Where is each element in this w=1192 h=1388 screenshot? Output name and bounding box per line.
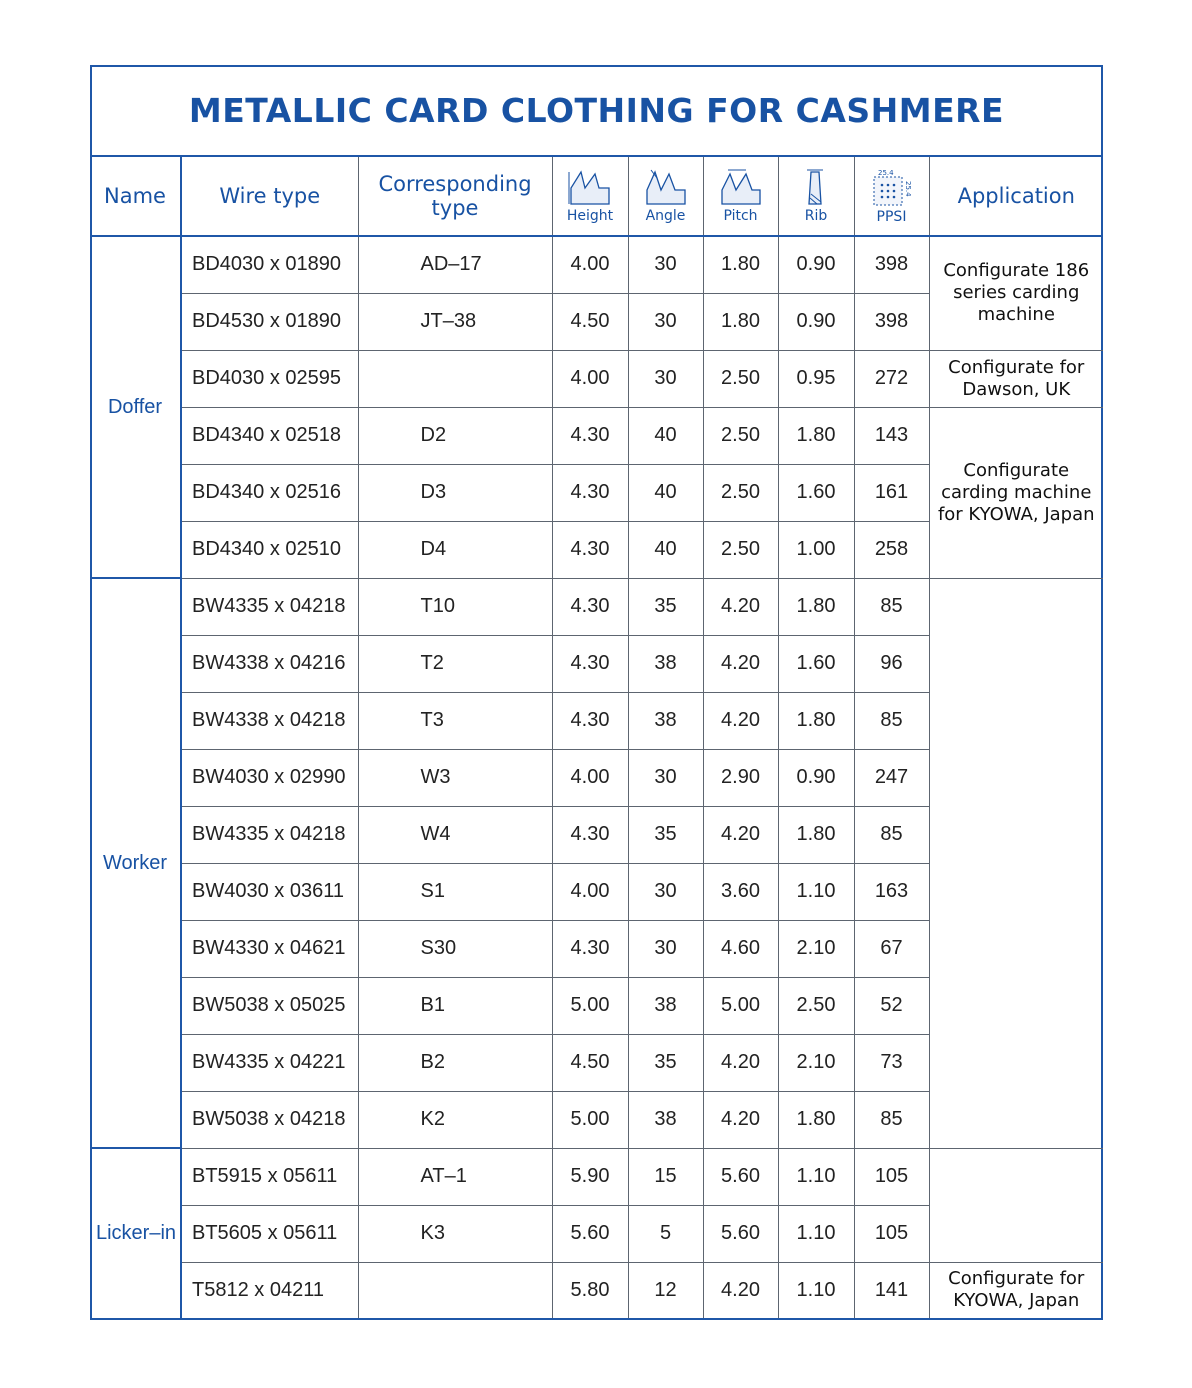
table-row	[90, 236, 1103, 293]
corresponding-type-cell: K3	[358, 1205, 552, 1262]
wire-type-cell: BD4340 x 02518	[181, 407, 358, 464]
rib-cell: 2.10	[778, 1034, 854, 1091]
group-licker-in: Licker–in	[90, 1148, 181, 1319]
rib-cell: 1.10	[778, 1262, 854, 1319]
wire-type-cell: BT5915 x 05611	[181, 1148, 358, 1205]
wire-type-cell: BW4330 x 04621	[181, 920, 358, 977]
corresponding-type-cell: AT–1	[358, 1148, 552, 1205]
angle-cell: 38	[628, 977, 703, 1034]
ppsi-cell: 272	[854, 350, 929, 407]
rib-cell: 1.80	[778, 692, 854, 749]
header-pitch-label: Pitch	[723, 208, 758, 224]
pitch-cell: 4.20	[703, 578, 778, 635]
header-wire-type: Wire type	[181, 156, 358, 236]
ppsi-cell: 143	[854, 407, 929, 464]
wire-type-cell: BD4030 x 02595	[181, 350, 358, 407]
ppsi-cell: 85	[854, 692, 929, 749]
angle-cell: 35	[628, 1034, 703, 1091]
tooth-height-icon	[567, 168, 613, 206]
angle-cell: 30	[628, 749, 703, 806]
pitch-cell: 2.50	[703, 521, 778, 578]
application-cell-empty	[929, 578, 1103, 1148]
corresponding-type-cell: W4	[358, 806, 552, 863]
header-ppsi	[854, 156, 929, 236]
wire-type-cell: BD4530 x 01890	[181, 293, 358, 350]
height-cell: 4.00	[552, 350, 628, 407]
wire-type-cell: T5812 x 04211	[181, 1262, 358, 1319]
pitch-cell: 4.60	[703, 920, 778, 977]
pitch-cell: 5.00	[703, 977, 778, 1034]
table-row	[90, 350, 1103, 407]
header-application: Application	[929, 156, 1103, 236]
ppsi-cell: 105	[854, 1148, 929, 1205]
table-row	[90, 578, 1103, 635]
wire-type-cell: BW5038 x 05025	[181, 977, 358, 1034]
wire-type-cell: BT5605 x 05611	[181, 1205, 358, 1262]
header-corresponding-type: Corresponding type	[358, 156, 552, 236]
pitch-cell: 1.80	[703, 293, 778, 350]
ppsi-cell: 398	[854, 293, 929, 350]
corresponding-type-cell: K2	[358, 1091, 552, 1148]
height-cell: 4.30	[552, 692, 628, 749]
height-cell: 5.60	[552, 1205, 628, 1262]
rib-cell: 1.80	[778, 578, 854, 635]
table-row	[90, 1148, 1103, 1205]
height-cell: 5.00	[552, 977, 628, 1034]
ppsi-cell: 105	[854, 1205, 929, 1262]
rib-cell: 2.50	[778, 977, 854, 1034]
ppsi-cell: 85	[854, 1091, 929, 1148]
header-rib	[778, 156, 854, 236]
ppsi-cell: 73	[854, 1034, 929, 1091]
rib-cell: 0.90	[778, 236, 854, 293]
rib-cell: 1.10	[778, 1205, 854, 1262]
application-cell: Configurate 186 series carding machine	[929, 236, 1103, 350]
height-cell: 4.30	[552, 806, 628, 863]
ppsi-cell: 141	[854, 1262, 929, 1319]
ppsi-cell: 52	[854, 977, 929, 1034]
rib-cell: 0.90	[778, 749, 854, 806]
pitch-cell: 3.60	[703, 863, 778, 920]
corresponding-type-cell: S30	[358, 920, 552, 977]
height-cell: 4.30	[552, 578, 628, 635]
pitch-cell: 4.20	[703, 1034, 778, 1091]
wire-type-cell: BW4030 x 03611	[181, 863, 358, 920]
pitch-cell: 4.20	[703, 1262, 778, 1319]
table-row	[90, 407, 1103, 464]
corresponding-type-cell: JT–38	[358, 293, 552, 350]
rib-cell: 0.90	[778, 293, 854, 350]
angle-cell: 12	[628, 1262, 703, 1319]
ppsi-cell: 247	[854, 749, 929, 806]
corresponding-type-cell	[358, 350, 552, 407]
ppsi-cell: 67	[854, 920, 929, 977]
corresponding-type-cell: T2	[358, 635, 552, 692]
height-cell: 5.90	[552, 1148, 628, 1205]
pitch-cell: 2.50	[703, 350, 778, 407]
angle-cell: 30	[628, 863, 703, 920]
angle-cell: 38	[628, 1091, 703, 1148]
wire-type-cell: BD4030 x 01890	[181, 236, 358, 293]
corresponding-type-cell	[358, 1262, 552, 1319]
wire-rib-icon	[801, 168, 831, 206]
height-cell: 4.50	[552, 1034, 628, 1091]
header-height	[552, 156, 628, 236]
rib-cell: 1.80	[778, 1091, 854, 1148]
corresponding-type-cell: D2	[358, 407, 552, 464]
application-cell: Configurate for KYOWA, Japan	[929, 1262, 1103, 1319]
height-cell: 4.50	[552, 293, 628, 350]
angle-cell: 38	[628, 635, 703, 692]
header-height-label: Height	[566, 208, 614, 224]
angle-cell: 30	[628, 236, 703, 293]
ppsi-cell: 96	[854, 635, 929, 692]
wire-type-cell: BW4030 x 02990	[181, 749, 358, 806]
angle-cell: 40	[628, 521, 703, 578]
rib-cell: 2.10	[778, 920, 854, 977]
rib-cell: 1.80	[778, 407, 854, 464]
corresponding-type-cell: D3	[358, 464, 552, 521]
ppsi-cell: 258	[854, 521, 929, 578]
corresponding-type-cell: B1	[358, 977, 552, 1034]
rib-cell: 1.60	[778, 635, 854, 692]
angle-cell: 30	[628, 350, 703, 407]
corresponding-type-cell: W3	[358, 749, 552, 806]
height-cell: 4.30	[552, 635, 628, 692]
application-cell: Configurate carding machine for KYOWA, Japan	[929, 407, 1103, 578]
application-cell: Configurate for Dawson, UK	[929, 350, 1103, 407]
ppsi-dim-top: 25.4	[877, 169, 894, 177]
angle-cell: 30	[628, 293, 703, 350]
height-cell: 4.00	[552, 749, 628, 806]
corresponding-type-cell: AD–17	[358, 236, 552, 293]
corresponding-type-cell: T10	[358, 578, 552, 635]
pitch-cell: 2.50	[703, 407, 778, 464]
corresponding-type-cell: T3	[358, 692, 552, 749]
wire-type-cell: BW5038 x 04218	[181, 1091, 358, 1148]
angle-cell: 30	[628, 920, 703, 977]
angle-cell: 5	[628, 1205, 703, 1262]
height-cell: 4.30	[552, 464, 628, 521]
header-angle-label: Angle	[645, 208, 686, 224]
pitch-cell: 2.50	[703, 464, 778, 521]
angle-cell: 40	[628, 464, 703, 521]
table-row	[90, 1262, 1103, 1319]
height-cell: 5.80	[552, 1262, 628, 1319]
angle-cell: 40	[628, 407, 703, 464]
tooth-angle-icon	[643, 168, 689, 206]
height-cell: 4.30	[552, 920, 628, 977]
wire-type-cell: BD4340 x 02510	[181, 521, 358, 578]
ppsi-cell: 161	[854, 464, 929, 521]
angle-cell: 38	[628, 692, 703, 749]
rib-cell: 1.60	[778, 464, 854, 521]
rib-cell: 1.10	[778, 1148, 854, 1205]
angle-cell: 15	[628, 1148, 703, 1205]
pitch-cell: 4.20	[703, 806, 778, 863]
height-cell: 5.00	[552, 1091, 628, 1148]
application-cell-empty	[929, 1148, 1103, 1262]
height-cell: 4.00	[552, 236, 628, 293]
pitch-cell: 1.80	[703, 236, 778, 293]
pitch-cell: 2.90	[703, 749, 778, 806]
corresponding-type-cell: B2	[358, 1034, 552, 1091]
angle-cell: 35	[628, 578, 703, 635]
wire-type-cell: BW4338 x 04218	[181, 692, 358, 749]
page-title: METALLIC CARD CLOTHING FOR CASHMERE	[188, 90, 1005, 130]
pitch-cell: 4.20	[703, 1091, 778, 1148]
ppsi-cell: 85	[854, 806, 929, 863]
header-ppsi-label: PPSI	[876, 209, 907, 225]
corresponding-type-cell: D4	[358, 521, 552, 578]
header-rib-label: Rib	[804, 208, 828, 224]
header-row	[90, 156, 1103, 236]
rib-cell: 1.80	[778, 806, 854, 863]
pitch-cell: 4.20	[703, 635, 778, 692]
header-angle	[628, 156, 703, 236]
rib-cell: 0.95	[778, 350, 854, 407]
corresponding-type-cell: S1	[358, 863, 552, 920]
card-clothing-table	[90, 155, 1103, 1320]
wire-type-cell: BW4338 x 04216	[181, 635, 358, 692]
height-cell: 4.30	[552, 521, 628, 578]
ppsi-cell: 163	[854, 863, 929, 920]
wire-type-cell: BW4335 x 04218	[181, 806, 358, 863]
wire-type-cell: BW4335 x 04218	[181, 578, 358, 635]
group-worker: Worker	[90, 578, 181, 1148]
rib-cell: 1.10	[778, 863, 854, 920]
wire-type-cell: BD4340 x 02516	[181, 464, 358, 521]
height-cell: 4.30	[552, 407, 628, 464]
header-pitch	[703, 156, 778, 236]
ppsi-grid-icon	[870, 167, 914, 207]
header-name: Name	[90, 156, 181, 236]
pitch-cell: 5.60	[703, 1148, 778, 1205]
group-doffer: Doffer	[90, 236, 181, 578]
height-cell: 4.00	[552, 863, 628, 920]
wire-type-cell: BW4335 x 04221	[181, 1034, 358, 1091]
rib-cell: 1.00	[778, 521, 854, 578]
ppsi-cell: 85	[854, 578, 929, 635]
pitch-cell: 4.20	[703, 692, 778, 749]
tooth-pitch-icon	[718, 168, 764, 206]
angle-cell: 35	[628, 806, 703, 863]
pitch-cell: 5.60	[703, 1205, 778, 1262]
ppsi-cell: 398	[854, 236, 929, 293]
ppsi-dim-side: 25.4	[903, 181, 912, 197]
